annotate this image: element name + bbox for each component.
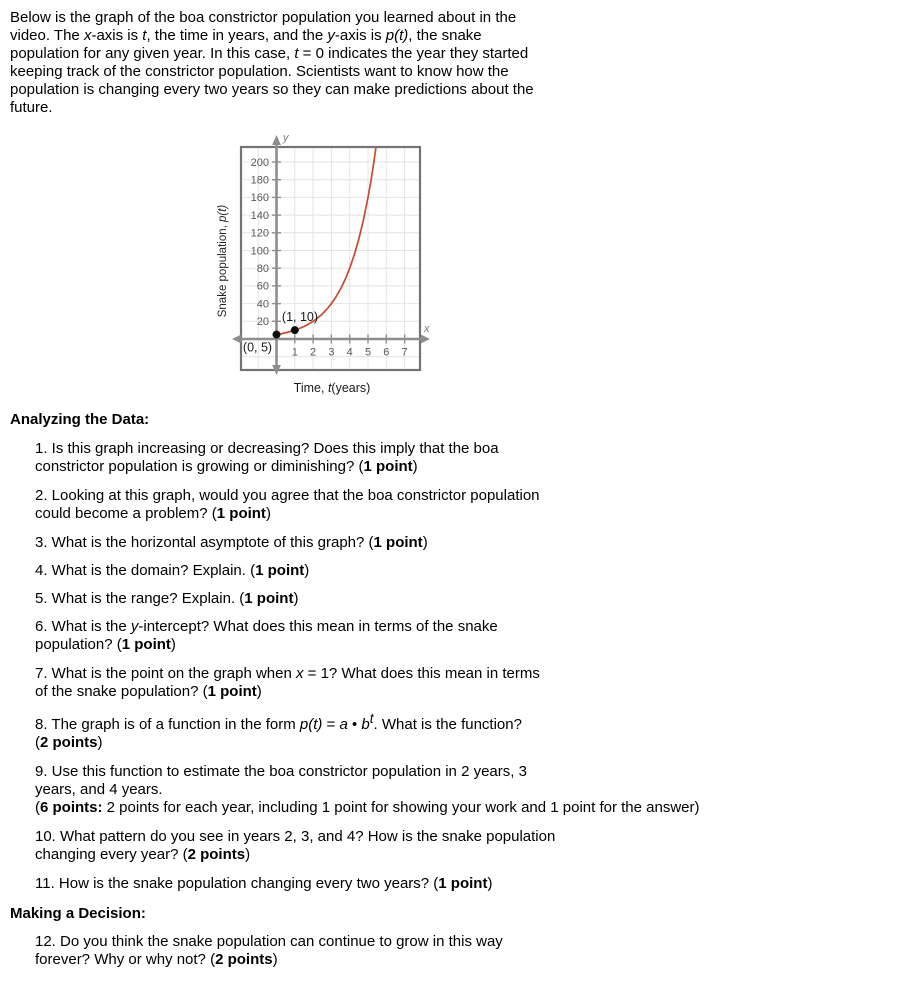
y-tick-label: 60: [256, 280, 269, 293]
question-8: [35, 713, 920, 752]
y-tick-label: 40: [256, 298, 269, 311]
question-text: 2. Looking at this graph, would you agree that the boa constrictor population: [35, 487, 540, 504]
data-point-1-10: [291, 326, 299, 334]
population-graph-figure: [205, 131, 435, 399]
question-text: years, and 4 years.: [35, 781, 163, 798]
question-text: 5. What is the range? Explain. (1 point): [35, 590, 299, 607]
point-label-0-5: (0, 5): [242, 340, 273, 355]
y-tick-label: 180: [250, 174, 269, 187]
x-tick-label: 1: [291, 346, 298, 359]
x-axis-left-arrowhead: [232, 335, 241, 344]
questions-list: [35, 440, 920, 893]
section-heading-deciding: Making a Decision:: [10, 905, 146, 922]
x-tick-label: 2: [310, 346, 317, 359]
x-tick-label: 6: [383, 346, 390, 359]
intro-line: video. The x-axis is t, the time in years, and the y-axis is p(t), the snake: [10, 27, 482, 44]
question-text: population? (1 point): [35, 636, 176, 653]
question-text: constrictor population is growing or diminishing? (1 point): [35, 458, 418, 475]
question-2: [35, 487, 920, 523]
question-text: 10. What pattern do you see in years 2, 3, and 4? How is the snake population: [35, 828, 556, 845]
intro-line: keeping track of the constrictor population. Scientists want to know how the: [10, 63, 509, 80]
question-text: 6. What is the y-intercept? What does this mean in terms of the snake: [35, 618, 498, 635]
question-10: [35, 828, 920, 864]
x-tick-label: 4: [346, 346, 353, 359]
intro-paragraph: [10, 9, 920, 117]
x-axis-letter: x: [424, 323, 430, 335]
intro-line: population for any given year. In this case, t = 0 indicates the year they started: [10, 45, 529, 62]
y-tick-label: 160: [250, 192, 269, 205]
point-label-1-10: (1, 10): [281, 310, 319, 324]
question-11: [35, 875, 920, 893]
section-heading-analyzing: Analyzing the Data:: [10, 411, 150, 428]
worksheet-page: [0, 9, 920, 969]
question-text: of the snake population? (1 point): [35, 683, 262, 700]
y-tick-label: 120: [250, 227, 269, 240]
y-tick-label: 20: [256, 316, 269, 329]
question-text: 11. How is the snake population changing every two years? (1 point): [35, 875, 493, 892]
question-3: [35, 534, 920, 552]
question-6: [35, 618, 920, 654]
intro-line: Below is the graph of the boa constrictor population you learned about in the: [10, 9, 517, 26]
question-text: 9. Use this function to estimate the boa constrictor population in 2 years, 3: [35, 763, 527, 780]
question-text: forever? Why or why not? (2 points): [35, 951, 278, 968]
x-tick-label: 3: [328, 346, 335, 359]
x-tick-label: 5: [364, 346, 372, 359]
question-text: (6 points: 2 points for each year, including 1 point for showing your work and 1 point for the answer): [35, 799, 700, 816]
x-axis-right-arrowhead: [421, 335, 430, 344]
question-12: [35, 933, 920, 969]
y-axis-letter: y: [283, 132, 289, 144]
question-text: (2 points): [35, 734, 103, 751]
question-5: [35, 590, 920, 608]
question-9: [35, 763, 920, 817]
population-graph: [205, 131, 435, 399]
x-axis-title: Time, t(years): [293, 381, 371, 395]
question-text: 4. What is the domain? Explain. (1 point): [35, 562, 310, 579]
question-text: 1. Is this graph increasing or decreasing? Does this imply that the boa: [35, 440, 499, 457]
intro-line: population is changing every two years so they can make predictions about the: [10, 81, 534, 98]
x-tick-label: 7: [401, 346, 408, 359]
question-text: 7. What is the point on the graph when x = 1? What does this mean in terms: [35, 665, 540, 682]
y-tick-label: 140: [250, 209, 269, 222]
decision-questions-list: [35, 933, 920, 969]
question-7: [35, 665, 920, 701]
y-axis-top-arrowhead: [272, 135, 281, 145]
y-tick-label: 80: [256, 263, 269, 275]
question-text: 8. The graph is of a function in the form p(t) = a • bt. What is the function?: [35, 711, 522, 733]
data-point-0-5: [273, 331, 281, 339]
question-text: could become a problem? (1 point): [35, 505, 271, 522]
y-tick-label: 200: [250, 156, 269, 169]
question-1: [35, 440, 920, 476]
intro-line: future.: [10, 99, 53, 116]
y-axis-title: Snake population, p(t): [217, 204, 229, 318]
y-tick-label: 100: [250, 245, 269, 258]
question-4: [35, 562, 920, 580]
question-text: 12. Do you think the snake population can continue to grow in this way: [35, 933, 503, 950]
question-text: changing every year? (2 points): [35, 846, 251, 863]
question-text: 3. What is the horizontal asymptote of this graph? (1 point): [35, 534, 428, 551]
